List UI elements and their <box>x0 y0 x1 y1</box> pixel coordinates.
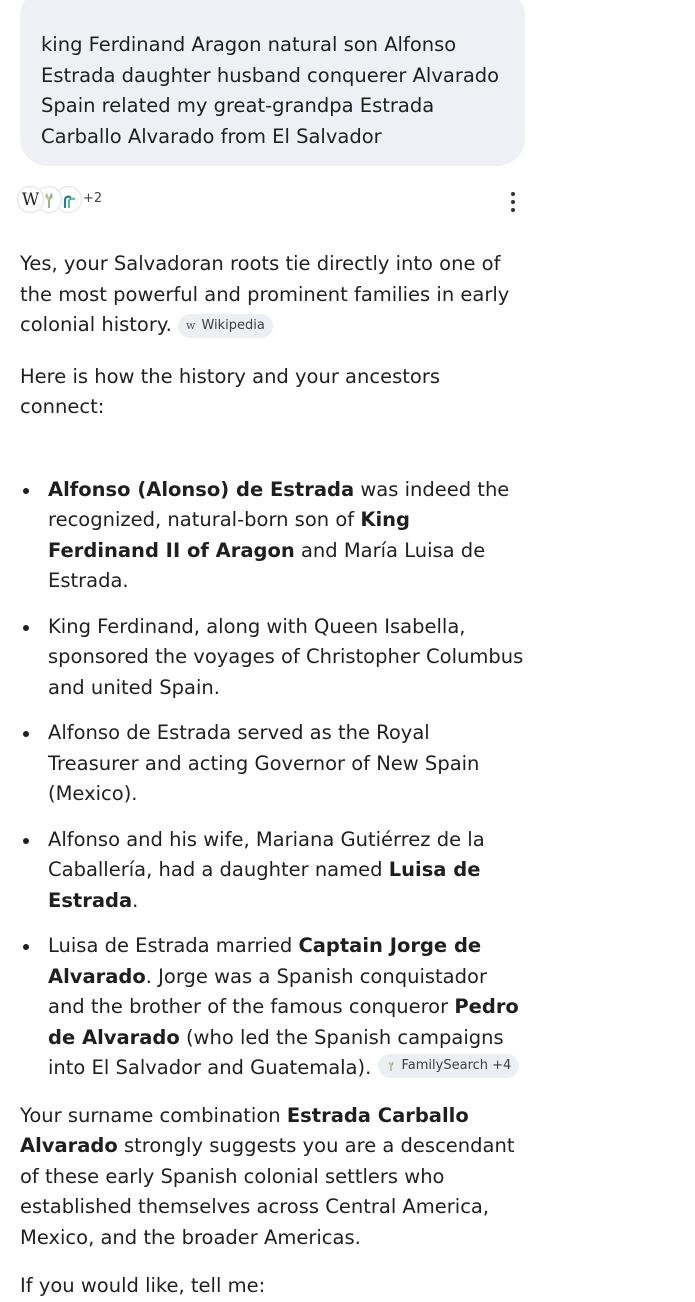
answer-intro: Yes, your Salvadoran roots tie directly into one of the most powerful and prominent families in early colonial history. w Wikipedia <box>20 252 510 336</box>
citation-chip-wikipedia[interactable]: w Wikipedia <box>178 314 273 338</box>
list-item: Alfonso de Estrada served as the Royal Treasurer and acting Governor of New Spain (Mexico). <box>20 718 525 810</box>
more-sources-count[interactable]: +2 <box>83 191 103 206</box>
list-item: Alfonso and his wife, Mariana Gutiérrez de la Caballería, had a daughter named Luisa de Estrada. <box>20 825 525 917</box>
familysearch-tree-icon <box>386 1060 396 1072</box>
wikipedia-icon: w <box>186 319 196 332</box>
answer-conclusion: Your surname combination Estrada Carballo Alvarado strongly suggests you are a descendant of these early Spanish colonial settlers who established themselves across Central America, Mexico, and the broader Americas. <box>20 1103 515 1249</box>
answer-body <box>20 249 525 1302</box>
list-item: Alfonso (Alonso) de Estrada was indeed the recognized, natural-born son of King Ferdinand II of Aragon and María Luisa de Estrada. <box>20 475 525 597</box>
query-line: Spain related my great-grandpa Estrada <box>41 94 435 117</box>
query-line: king Ferdinand Aragon natural son Alfonso <box>41 33 457 56</box>
list-item: Luisa de Estrada married Captain Jorge de Alvarado. Jorge was a Spanish conquistador and the brother of the famous conqueror Pedro de Alvarado (who led the Spanish campaigns into El Salvador and Guatemala). FamilySearch +4 <box>20 931 525 1084</box>
wikipedia-icon[interactable]: W <box>17 186 44 213</box>
citation-chip-familysearch[interactable]: FamilySearch +4 <box>378 1054 520 1078</box>
answer-lead: Here is how the history and your ancestors connect: <box>20 364 440 418</box>
kebab-dot <box>511 208 515 212</box>
query-line: Estrada daughter husband conquerer Alvarado <box>41 63 500 87</box>
more-options-icon[interactable] <box>503 190 523 214</box>
facts-list <box>20 475 525 1084</box>
list-item: King Ferdinand, along with Queen Isabella, sponsored the voyages of Christopher Columbus and united Spain. <box>20 612 525 704</box>
answer-followup-prompt: If you would like, tell me: <box>20 1274 266 1297</box>
query-line: Carballo Alvarado from El Salvador <box>41 124 382 148</box>
user-query-bubble <box>20 0 525 166</box>
kebab-dot <box>511 192 515 196</box>
kebab-dot <box>511 200 515 204</box>
